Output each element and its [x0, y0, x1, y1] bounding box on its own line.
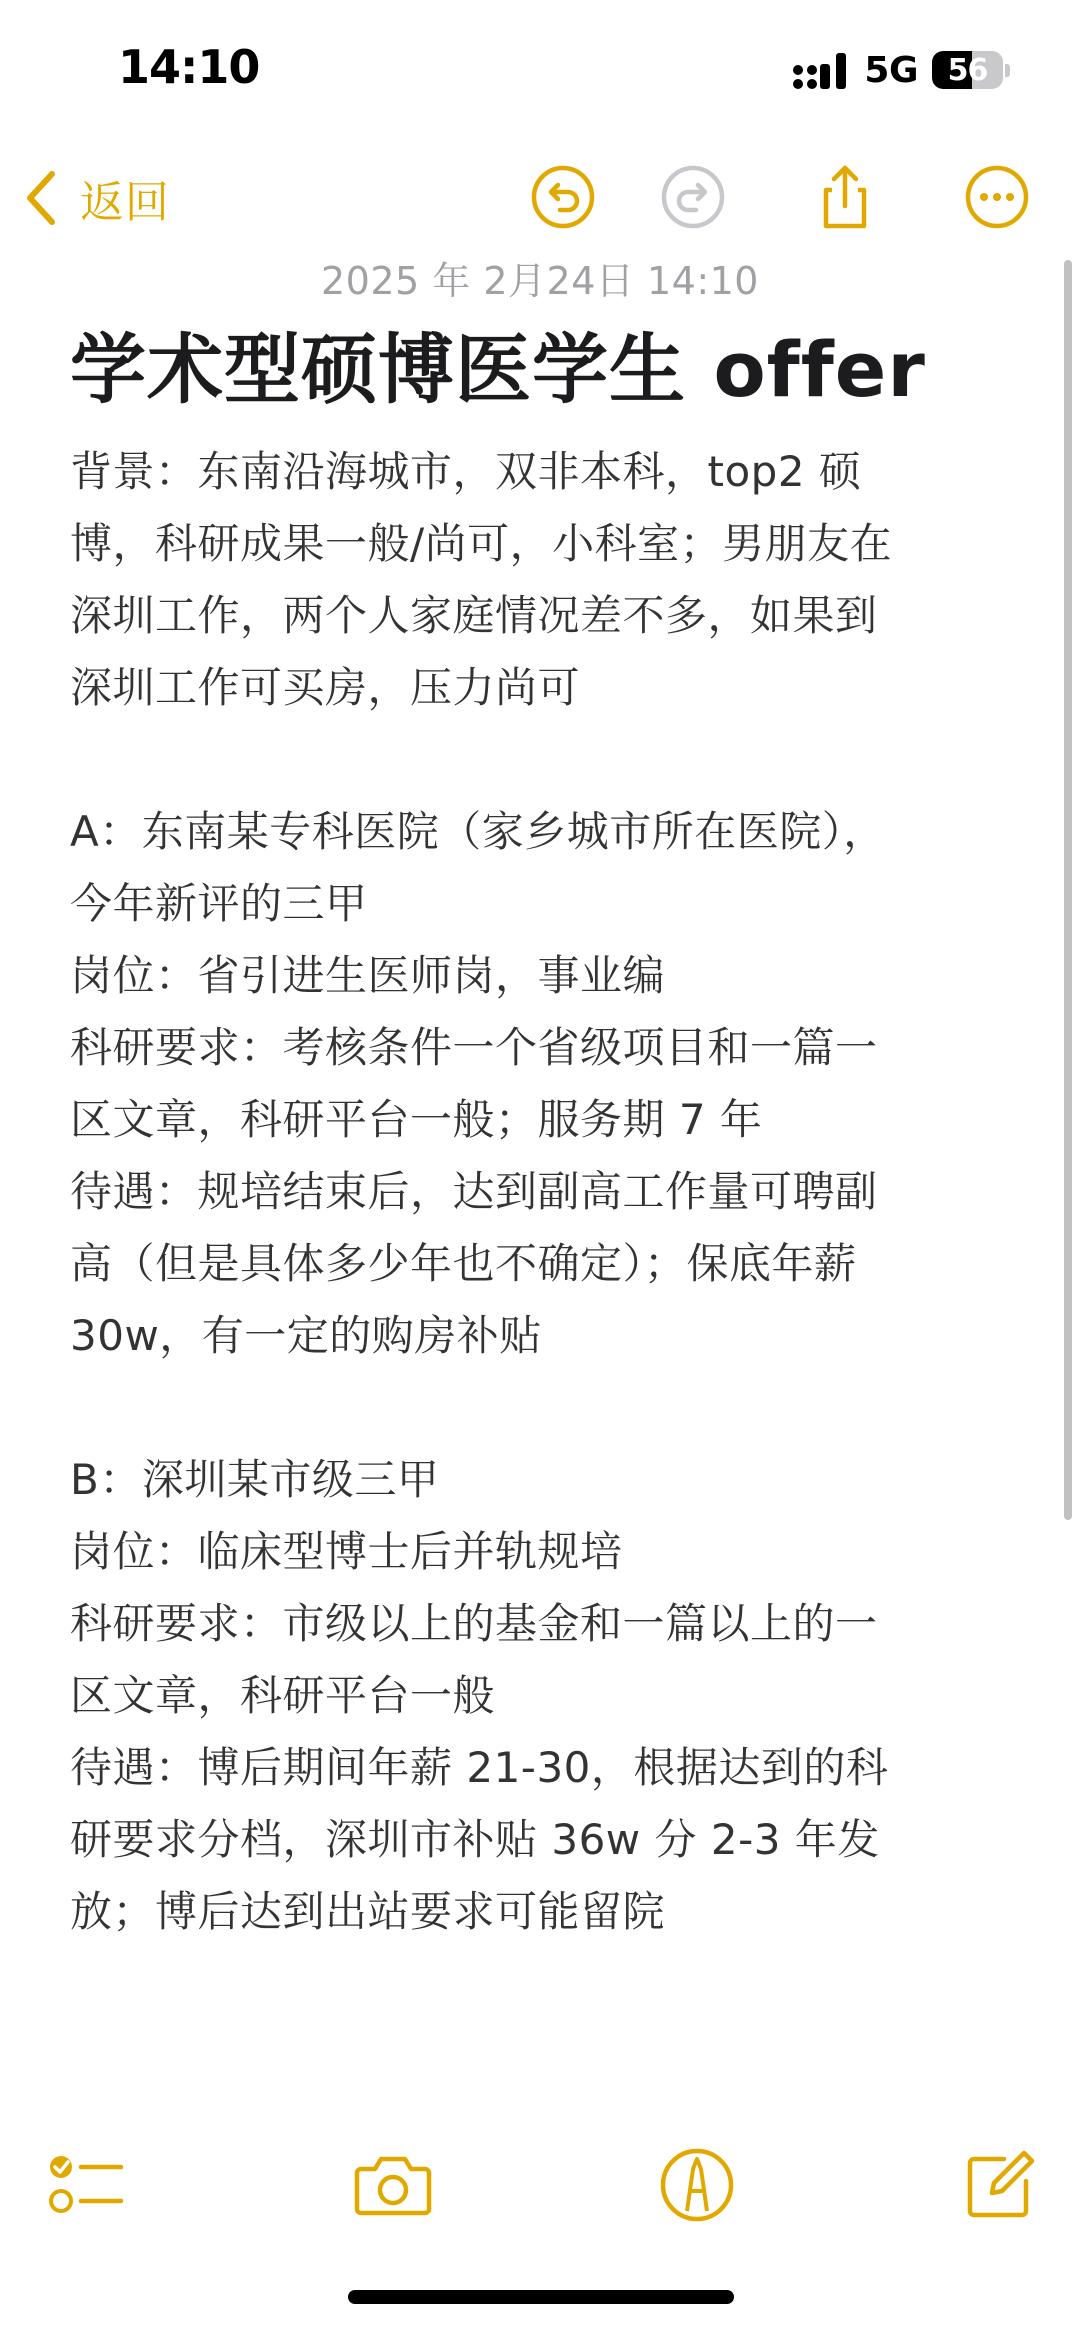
markup-button[interactable] — [652, 2140, 742, 2230]
note-line: 岗位：省引进生医师岗，事业编 — [70, 951, 666, 1000]
note-line: 博，科研成果一般/尚可，小科室；男朋友在 — [70, 519, 893, 568]
share-icon — [812, 164, 878, 230]
compose-button[interactable] — [955, 2140, 1045, 2230]
checklist-button[interactable] — [40, 2140, 130, 2230]
share-button[interactable] — [810, 162, 880, 232]
note-line: 区文章，科研平台一般；服务期 7 年 — [70, 1095, 763, 1144]
note-blank-line — [70, 724, 1030, 796]
note-line: 深圳工作可买房，压力尚可 — [70, 663, 581, 712]
note-line: 科研要求：市级以上的基金和一篇以上的一 — [70, 1599, 878, 1648]
status-time: 14:10 — [118, 40, 260, 94]
undo-button[interactable] — [528, 162, 598, 232]
camera-icon — [353, 2145, 433, 2225]
bottom-toolbar — [0, 2130, 1080, 2240]
camera-button[interactable] — [348, 2140, 438, 2230]
note-line: 放；博后达到出站要求可能留院 — [70, 1887, 666, 1936]
note-line: 待遇：博后期间年薪 21-30，根据达到的科 — [70, 1743, 889, 1792]
note-line: 区文章，科研平台一般 — [70, 1671, 496, 1720]
more-icon — [964, 164, 1030, 230]
note-blank-line — [70, 1372, 1030, 1444]
note-line: B：深圳某市级三甲 — [70, 1455, 440, 1504]
redo-icon — [660, 164, 726, 230]
note-line: 科研要求：考核条件一个省级项目和一篇一 — [70, 1023, 878, 1072]
checklist-icon — [45, 2145, 125, 2225]
status-indicators — [792, 46, 1010, 94]
battery-level: 56 — [947, 52, 988, 88]
markup-icon — [657, 2145, 737, 2225]
more-button[interactable] — [962, 162, 1032, 232]
note-line: 30w，有一定的购房补贴 — [70, 1311, 542, 1360]
note-line: 待遇：规培结束后，达到副高工作量可聘副 — [70, 1167, 878, 1216]
note-line: 岗位：临床型博士后并轨规培 — [70, 1527, 623, 1576]
back-button[interactable] — [22, 160, 170, 236]
note-line: 背景：东南沿海城市，双非本科，top2 硕 — [70, 447, 862, 496]
nav-bar — [0, 150, 1080, 250]
note-body[interactable] — [70, 436, 1030, 1948]
back-label: 返回 — [80, 177, 170, 228]
note-line: 研要求分档，深圳市补贴 36w 分 2-3 年发 — [70, 1815, 880, 1864]
battery-icon — [932, 51, 1010, 89]
cellular-signal-icon — [792, 50, 850, 90]
home-indicator[interactable] — [348, 2290, 734, 2304]
note-line: 今年新评的三甲 — [70, 879, 368, 928]
note-title[interactable]: 学术型硕博医学生 offer — [70, 325, 926, 414]
network-type: 5G — [864, 49, 918, 91]
note-line: 深圳工作，两个人家庭情况差不多，如果到 — [70, 591, 878, 640]
note-date: 2025 年 2月24日 14:10 — [321, 259, 759, 303]
chevron-left-icon — [22, 168, 60, 228]
scroll-indicator[interactable] — [1064, 260, 1072, 1520]
redo-button[interactable] — [658, 162, 728, 232]
undo-icon — [530, 164, 596, 230]
note-line: 高（但是具体多少年也不确定）；保底年薪 — [70, 1239, 857, 1288]
note-line: A：东南某专科医院（家乡城市所在医院）， — [70, 807, 886, 856]
compose-icon — [960, 2145, 1040, 2225]
status-bar — [0, 0, 1080, 140]
